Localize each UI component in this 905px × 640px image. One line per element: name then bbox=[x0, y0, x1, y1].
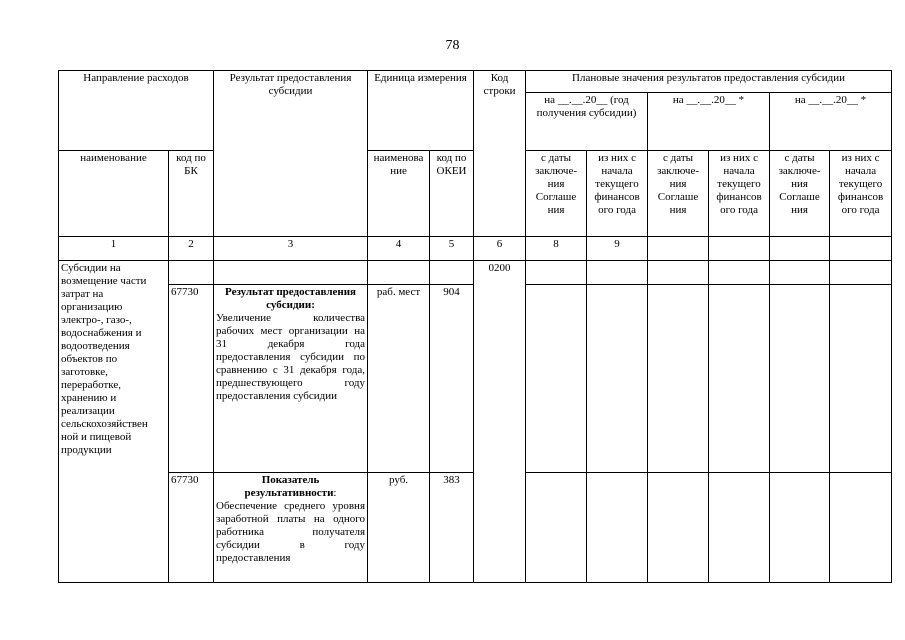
header-period-2: на __.__.20__ * bbox=[648, 93, 770, 151]
header-direction: Направление расходов bbox=[59, 71, 214, 151]
bk-code: 67730 bbox=[169, 285, 214, 473]
unit-name: раб. мест bbox=[368, 285, 430, 473]
column-number: 2 bbox=[169, 237, 214, 261]
column-number: 9 bbox=[587, 237, 648, 261]
column-number: 4 bbox=[368, 237, 430, 261]
plan-value-cell bbox=[587, 473, 648, 583]
plan-value-cell bbox=[830, 285, 892, 473]
empty-cell bbox=[830, 261, 892, 285]
okei-code: 904 bbox=[430, 285, 474, 473]
row-code: 0200 bbox=[474, 261, 526, 583]
result-title-colon: : bbox=[333, 487, 337, 499]
plan-value-cell bbox=[648, 285, 709, 473]
plan-value-cell bbox=[648, 473, 709, 583]
column-number: 3 bbox=[214, 237, 368, 261]
result-cell bbox=[214, 285, 368, 473]
empty-cell bbox=[430, 261, 474, 285]
result-title bbox=[216, 474, 365, 500]
header-from-fy: из них с начала текущего финансов ого года bbox=[709, 151, 770, 237]
empty-cell bbox=[709, 261, 770, 285]
header-from-agreement: с даты заключе-ния Соглаше ния bbox=[526, 151, 587, 237]
empty-cell bbox=[770, 261, 830, 285]
column-number bbox=[709, 237, 770, 261]
plan-value-cell bbox=[770, 473, 830, 583]
empty-cell bbox=[368, 261, 430, 285]
unit-name: руб. bbox=[368, 473, 430, 583]
plan-value-cell bbox=[830, 473, 892, 583]
plan-value-cell bbox=[587, 285, 648, 473]
header-from-agreement: с даты заключе-ния Соглаше ния bbox=[648, 151, 709, 237]
direction-name-cell bbox=[59, 261, 169, 583]
empty-cell bbox=[587, 261, 648, 285]
column-number bbox=[770, 237, 830, 261]
header-period-3: на __.__.20__ * bbox=[770, 93, 892, 151]
empty-cell bbox=[169, 261, 214, 285]
page-number: 78 bbox=[445, 38, 460, 53]
plan-value-cell bbox=[526, 285, 587, 473]
header-unit: Единица измерения bbox=[368, 71, 474, 151]
header-unit-name: наименова ние bbox=[368, 151, 430, 237]
header-name: наименование bbox=[59, 151, 169, 237]
column-number bbox=[648, 237, 709, 261]
header-from-fy: из них с начала текущего финансов ого года bbox=[830, 151, 892, 237]
plan-value-cell bbox=[709, 473, 770, 583]
plan-value-cell bbox=[770, 285, 830, 473]
empty-cell bbox=[214, 261, 368, 285]
bk-code: 67730 bbox=[169, 473, 214, 583]
result-text: Обеспечение среднего уровня заработной платы на одного работника получателя субсидии в году предоставления bbox=[216, 500, 366, 564]
header-from-fy: из них с начала текущего финансов ого года bbox=[587, 151, 648, 237]
empty-cell bbox=[526, 261, 587, 285]
header-result: Результат предоставления субсидии bbox=[214, 71, 368, 237]
result-text: Увеличение количества рабочих мест организации на 31 декабря года предоставления субсидии по сравнению с 31 декабря года, предшествующего году предоставления субсидии bbox=[216, 312, 366, 402]
plan-value-cell bbox=[709, 285, 770, 473]
empty-cell bbox=[648, 261, 709, 285]
header-from-agreement: с даты заключе-ния Соглаше ния bbox=[770, 151, 830, 237]
header-period-1: на __.__.20__ (год получения субсидии) bbox=[526, 93, 648, 151]
result-title-text: Показатель результативности bbox=[244, 474, 334, 499]
header-okei-code: код по ОКЕИ bbox=[430, 151, 474, 237]
header-bk-code: код по БК bbox=[169, 151, 214, 237]
direction-name: Субсидии на возмещение части затрат на организацию электро-, газо-, водоснабжения и водоотведения объектов по заготовке, переработке, хранению и реализации сельскохозяйствен ной и пищевой продукции bbox=[61, 262, 148, 456]
result-title: Результат предоставления субсидии: bbox=[225, 286, 357, 311]
subsidy-results-table bbox=[58, 70, 892, 583]
header-planned-values: Плановые значения результатов предоставления субсидии bbox=[526, 71, 892, 93]
column-number: 1 bbox=[59, 237, 169, 261]
column-number: 6 bbox=[474, 237, 526, 261]
okei-code: 383 bbox=[430, 473, 474, 583]
plan-value-cell bbox=[526, 473, 587, 583]
result-cell bbox=[214, 473, 368, 583]
column-number bbox=[830, 237, 892, 261]
column-number: 8 bbox=[526, 237, 587, 261]
header-row-code: Код строки bbox=[474, 71, 526, 237]
column-number: 5 bbox=[430, 237, 474, 261]
